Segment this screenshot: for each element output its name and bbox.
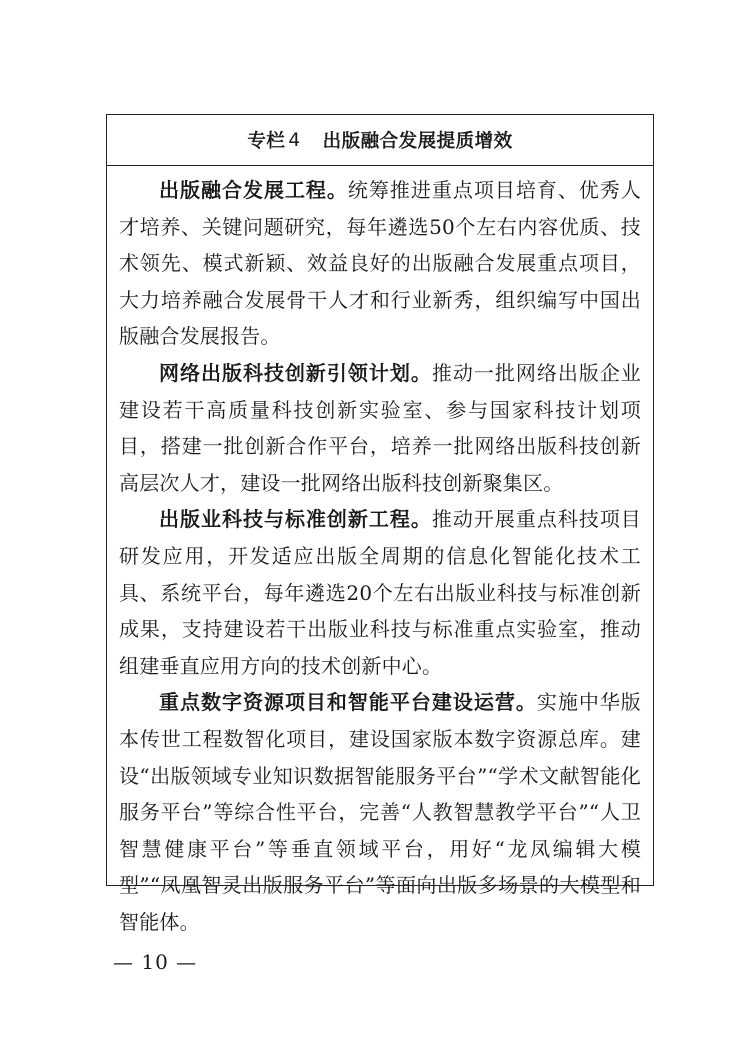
paragraph-text: 推动开展重点科技项目研发应用，开发适应出版全周期的信息化智能化技术工具、系统平台，每年遴选20个左右出版业科技与标准创新成果，支持建设若干出版业科技与标准重点实验室，推动组建垂直应用方向的技术创新中心。 (119, 507, 642, 678)
special-column-box (106, 114, 654, 934)
paragraph-text: 实施中华版本传世工程数智化项目，建设国家版本数字资源总库。建设“出版领域专业知识数据智能服务平台”“学术文献智能化服务平台”等综合性平台，完善“人教智慧教学平台”“人卫智慧健康平台”等垂直领域平台，用好“龙凤编辑大模型”“凤凰智灵出版服务平台”等面向出版多场景的大模型和智能体。 (119, 690, 642, 934)
paragraph-text: 推动一批网络出版企业建设若干高质量科技创新实验室、参与国家科技计划项目，搭建一批创新合作平台，培养一批网络出版科技创新高层次人才，建设一批网络出版科技创新聚集区。 (119, 360, 642, 495)
column-prefix: 专栏 (247, 131, 286, 152)
paragraph-lead: 出版业科技与标准创新工程。 (159, 507, 432, 532)
paragraph-network-innovation (119, 355, 641, 501)
paragraph-text: 统筹推进重点项目培育、优秀人才培养、关键问题研究，每年遴选50个左右内容优质、技术领先、模式新颖、效益良好的出版融合发展重点项目，大力培养融合发展骨干人才和行业新秀，组织编写中国出版融合发展报告。 (119, 178, 641, 349)
paragraph-lead: 网络出版科技创新引领计划。 (159, 360, 432, 385)
paragraph-lead: 重点数字资源项目和智能平台建设运营。 (159, 690, 537, 715)
column-body (107, 166, 653, 940)
paragraph-publishing-integration (119, 172, 641, 355)
column-title: 出版融合发展提质增效 (322, 131, 513, 152)
page-number: — 10 — (113, 950, 198, 974)
paragraph-standards-innovation (119, 501, 641, 684)
column-number: 4 (288, 129, 301, 151)
paragraph-digital-resources (119, 684, 641, 940)
column-header (107, 115, 653, 166)
paragraph-lead: 出版融合发展工程。 (159, 178, 348, 202)
